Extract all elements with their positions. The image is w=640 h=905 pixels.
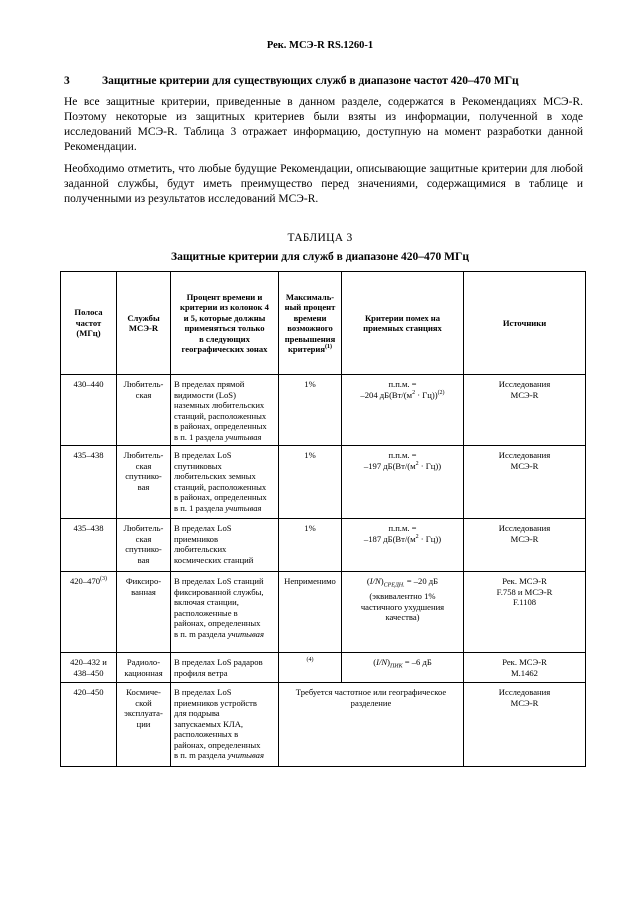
col-header-time-percent: Процент времени и критерии из колонок 4 и 5, которые должны применяться только в следующих географических зонах [171, 272, 279, 375]
footnote-ref: (1) [325, 344, 333, 351]
table-row [61, 653, 586, 683]
cell-time-percent: В пределах LoS станций фиксированной службы, включая станции, расположенные в районах, определенных в п. m раздела учитывая [171, 572, 279, 653]
cell-max-percent: (4) [279, 653, 342, 683]
cell-criteria: п.п.м. = –187 $дБ(Вт/(м^2 \cdot Гц))$ [342, 519, 464, 572]
col-header-services: Службы МСЭ-R [117, 272, 171, 375]
cell-band: 420–432 и 438–450 [61, 653, 117, 683]
cell-service: Любитель- ская [117, 375, 171, 446]
cell-source: Исследования МСЭ-R [464, 683, 586, 767]
col-header-criteria: Критерии помех на приемных станциях [342, 272, 464, 375]
cell-criteria: п.п.м. = –197 $дБ(Вт/(м^2 \cdot Гц))$ [342, 446, 464, 519]
criteria-table [60, 271, 586, 767]
table-row [61, 375, 586, 446]
cell-service: Радиоло- кационная [117, 653, 171, 683]
col-header-sources: Источники [464, 272, 586, 375]
running-head: Рек. МСЭ-R RS.1260-1 [266, 40, 374, 51]
col-header-max-percent-text: Максималь- ный процент времени возможного превышения критерия [284, 291, 336, 354]
cell-service: Любитель- ская спутнико- вая [117, 446, 171, 519]
cell-max-percent: 1% [279, 375, 342, 446]
criteria-expression: –197 $дБ(Вт/(м^2 \cdot Гц))$ [363, 460, 442, 471]
col-header-max-percent [279, 272, 342, 375]
criteria-expression: –187 $дБ(Вт/(м^2 \cdot Гц))$ [363, 533, 442, 544]
cell-source: Исследования МСЭ-R [464, 519, 586, 572]
paragraph-2: Необходимо отметить, что любые будущие Рекомендации, описывающие защитные критерии для любой заданной службы, будут иметь преимущество перед значениями, содержащимися в таблице и полученными из результатов исследований МСЭ-R. [64, 163, 583, 205]
cell-source: Рек. МСЭ-R F.758 и МСЭ-R F.1108 [464, 572, 586, 653]
cell-service: Любитель- ская спутнико- вая [117, 519, 171, 572]
criteria-expression: $(I/N)_{ПИК} = -6$ дБ [373, 657, 432, 670]
cell-band: 420–450 [61, 683, 117, 767]
table-row [61, 683, 586, 767]
cell-band: 435–438 [61, 446, 117, 519]
cell-service: Фиксиро- ванная [117, 572, 171, 653]
cell-merged-note: Требуется частотное или географическое разделение [279, 683, 464, 767]
cell-band: 430–440 [61, 375, 117, 446]
cell-source: Рек. МСЭ-R M.1462 [464, 653, 586, 683]
cell-band: 435–438 [61, 519, 117, 572]
criteria-expression: –204 $дБ(Вт/(м^2 \cdot Гц))^{(2)}$ [360, 389, 445, 400]
cell-time-percent: В пределах LoS приемников любительских космических станций [171, 519, 279, 572]
table-header-row [61, 272, 586, 375]
cell-max-percent: 1% [279, 446, 342, 519]
cell-criteria: п.п.м. = –204 $дБ(Вт/(м^2 \cdot Гц))^{(2)}$ [342, 375, 464, 446]
section-heading [64, 75, 584, 87]
cell-time-percent: В пределах прямой видимости (LoS) наземных любительских станций, расположенных в районах, определенных в п. 1 раздела учитывая [171, 375, 279, 446]
cell-source: Исследования МСЭ-R [464, 375, 586, 446]
table-row [61, 446, 586, 519]
section-title: Защитные критерии для существующих служб в диапазоне частот 420–470 МГц [102, 75, 519, 87]
cell-band: 420–470$^{(3)}$ [61, 572, 117, 653]
cell-criteria: $(I/N)_{СРЕДН.} = -20$ дБ (эквивалентно 1% частичного ухудшения качества) [342, 572, 464, 653]
cell-max-percent: Неприменимо [279, 572, 342, 653]
col-header-bands: Полоса частот (МГц) [61, 272, 117, 375]
cell-max-percent: 1% [279, 519, 342, 572]
cell-criteria [342, 653, 464, 683]
section-number: 3 [64, 75, 70, 87]
cell-time-percent: В пределах LoS спутниковых любительских земных станций, расположенных в районах, определенных в п. 1 раздела учитывая [171, 446, 279, 519]
table-title: Защитные критерии для служб в диапазоне 420–470 МГц [171, 251, 469, 263]
cell-time-percent: В пределах LoS приемников устройств для подрыва запускаемых КЛА, расположенных в районах, определенных в п. m раздела учитывая [171, 683, 279, 767]
criteria-expression: $(I/N)_{СРЕДН.} = -20$ дБ [366, 576, 439, 589]
table-row [61, 572, 586, 653]
cell-source: Исследования МСЭ-R [464, 446, 586, 519]
cell-time-percent: В пределах LoS радаров профиля ветра [171, 653, 279, 683]
paragraph-1: Не все защитные критерии, приведенные в данном разделе, содержатся в Рекомендациях МСЭ-R. Поэтому некоторые из защитных критериев были взяты из информации, полученной в ходе исследований МСЭ-R. Таблица 3 отражает информацию, доступную на момент разработки данной Рекомендации. [64, 96, 583, 153]
table-label: ТАБЛИЦА 3 [287, 232, 353, 244]
cell-service: Космиче- ской эксплуата- ции [117, 683, 171, 767]
table-row [61, 519, 586, 572]
